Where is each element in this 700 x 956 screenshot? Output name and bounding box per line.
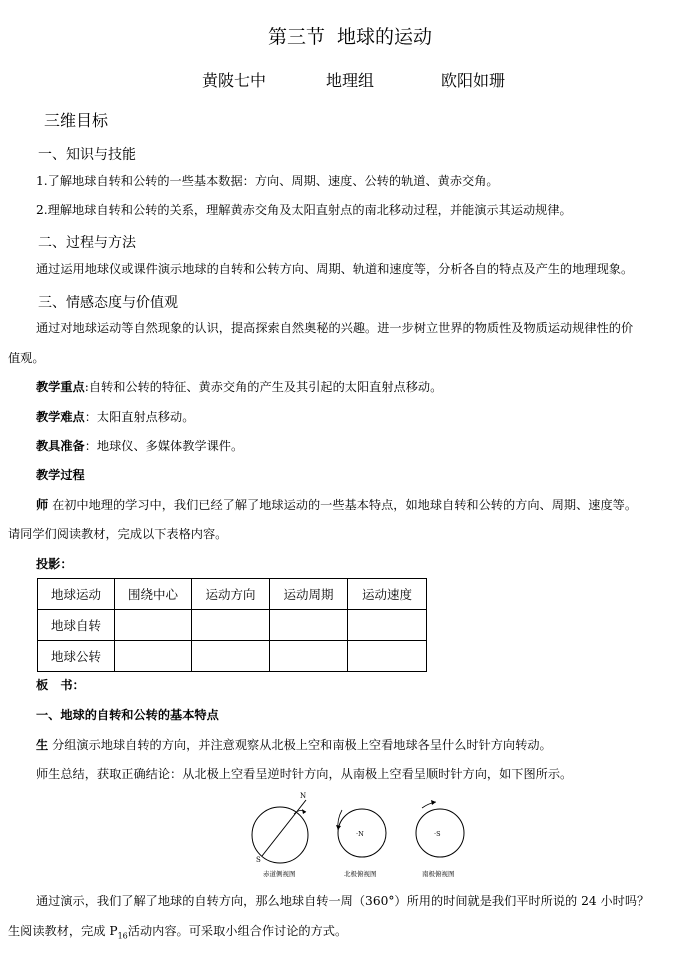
page-title — [0, 22, 700, 49]
process-text: 通过运用地球仪或课件演示地球的自转和公转方向、周期、轨道和速度等，分析各自的特点及产生的地理现象。 — [36, 262, 634, 276]
table-row — [38, 610, 427, 641]
teaching-difficulty — [36, 410, 194, 425]
earth-axis — [262, 800, 306, 856]
teacher-line-2: 请同学们阅读教材，完成以下表格内容。 — [8, 527, 228, 541]
teaching-tools — [36, 439, 243, 454]
table-cell: 地球公转 — [38, 641, 115, 672]
caption-north: 北极俯视图 — [344, 870, 377, 878]
author-school: 黄陂七中 — [202, 71, 267, 90]
closing-line-2 — [8, 924, 347, 943]
cw-arrow-head — [431, 800, 436, 805]
title-topic: 地球的运动 — [337, 26, 433, 48]
closing-text-pre: 生阅读教材，完成 P — [8, 924, 118, 938]
table-cell: 地球自转 — [38, 610, 115, 641]
table-cell — [115, 610, 192, 641]
tools-label: 教具准备 — [36, 439, 85, 453]
knowledge-item-1: 1.了解地球自转和公转的一些基本数据：方向、周期、速度、公转的轨道、黄赤交角。 — [36, 174, 499, 188]
difficulty-text: ：太阳直射点移动。 — [84, 410, 195, 424]
teacher-text-1: 在初中地理的学习中，我们已经了解了地球运动的一些基本特点，如地球自转和公转的方向、周期、速度等。 — [52, 498, 638, 512]
table-cell — [348, 641, 427, 672]
attitude-line-1: 通过对地球运动等自然现象的认识，提高探索自然奥秘的兴趣。进一步树立世界的物质性及物质运动规律性的价 — [36, 321, 634, 335]
table-row — [38, 641, 427, 672]
board-label: 板 书： — [36, 678, 85, 692]
ccw-arrow-head — [336, 825, 341, 830]
table-cell — [270, 610, 348, 641]
table-header-cell: 运动方向 — [192, 579, 270, 610]
teacher-label: 师 — [36, 498, 49, 512]
title-section: 第三节 — [267, 26, 325, 48]
table-cell — [192, 641, 270, 672]
process-section-heading: 教学过程 — [36, 468, 85, 482]
table-header-cell: 运动速度 — [348, 579, 427, 610]
student-line — [36, 738, 552, 753]
table-header-row — [38, 579, 427, 610]
caption-equator: 赤道侧视图 — [263, 870, 296, 878]
table-header-cell: 地球运动 — [38, 579, 115, 610]
caption-south: 南极俯视图 — [422, 870, 455, 878]
focus-label: 教学重点 — [36, 380, 85, 394]
difficulty-label: 教学难点 — [36, 410, 85, 424]
teacher-line-1 — [36, 498, 637, 513]
student-text: 分组演示地球自转的方向，并注意观察从北极上空和南极上空看地球各呈什么时针方向转动。 — [52, 738, 552, 752]
table-cell — [192, 610, 270, 641]
earth-motion-table — [37, 578, 427, 672]
knowledge-item-2: 2.理解地球自转和公转的关系，理解黄赤交角及太阳直射点的南北移动过程，并能演示其运动规律。 — [36, 203, 572, 217]
process-heading: 二、过程与方法 — [38, 235, 136, 251]
author-group: 地理组 — [326, 71, 375, 90]
board-heading: 一、地球的自转和公转的基本特点 — [36, 708, 219, 722]
teaching-focus — [36, 380, 442, 395]
table-cell — [115, 641, 192, 672]
north-pole-dot: ·N — [356, 830, 364, 838]
focus-text: :自转和公转的特征、黄赤交角的产生及其引起的太阳直射点移动。 — [84, 380, 443, 394]
table-cell — [348, 610, 427, 641]
north-label: N — [300, 792, 307, 800]
tools-text: ：地球仪、多媒体教学课件。 — [84, 439, 244, 453]
closing-subscript: 16 — [117, 931, 128, 941]
attitude-heading: 三、情感态度与价值观 — [38, 295, 178, 311]
goals-heading: 三维目标 — [44, 111, 109, 130]
earth-side-circle — [252, 807, 308, 863]
knowledge-heading: 一、知识与技能 — [38, 147, 136, 163]
closing-line-1: 通过演示，我们了解了地球的自转方向，那么地球自转一周（360°）所用的时间就是我们平时所说的 24 小时吗？ — [36, 894, 650, 908]
south-pole-dot: ·S — [434, 830, 441, 838]
student-label: 生 — [36, 738, 49, 752]
south-label: S — [256, 856, 261, 864]
author-teacher: 欧阳如珊 — [441, 71, 506, 90]
table-header-cell: 运动周期 — [270, 579, 348, 610]
rotation-figure — [250, 790, 475, 880]
table-cell — [270, 641, 348, 672]
table-header-cell: 围绕中心 — [115, 579, 192, 610]
closing-text-post: 活动内容。可采取小组合作讨论的方式。 — [127, 924, 348, 938]
projection-label: 投影： — [36, 557, 73, 571]
attitude-line-2: 值观。 — [8, 351, 45, 365]
summary-line: 师生总结，获取正确结论：从北极上空看呈逆时针方向，从南极上空看呈顺时针方向，如下图所示。 — [36, 767, 573, 781]
